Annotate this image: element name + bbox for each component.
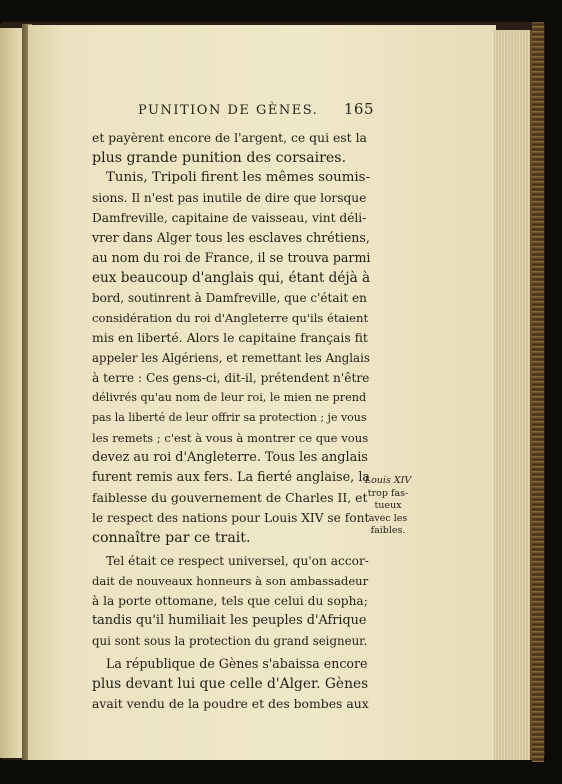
text-line: dait de nouveaux honneurs à son ambassadeur xyxy=(92,574,369,588)
text-line: tandis qu'il humiliait les peuples d'Afrique xyxy=(92,613,367,628)
text-line: qui sont sous la protection du grand seigneur. xyxy=(92,634,368,648)
text-line: au nom du roi de France, il se trouva parmi xyxy=(92,250,371,265)
body-text xyxy=(92,128,370,714)
text-line: et payèrent encore de l'argent, ce qui est la xyxy=(92,130,367,145)
text-line: avait vendu de la poudre et des bombes aux xyxy=(92,696,369,711)
margin-note-line: tueux xyxy=(374,500,402,512)
page-number: 165 xyxy=(343,100,374,118)
text-line: les remets ; c'est à vous à montrer ce que vous xyxy=(92,431,369,445)
margin-note-line: trop fas- xyxy=(367,487,409,499)
text-line: Tel était ce respect universel, qu'on accor- xyxy=(106,554,369,568)
text-line: eux beaucoup d'anglais qui, étant déjà à xyxy=(92,270,371,286)
page-edges xyxy=(494,30,536,760)
text-line: Tunis, Tripoli firent les mêmes soumis- xyxy=(106,170,371,185)
text-line: délivrés qu'au nom de leur roi, le mien ne prend xyxy=(92,391,367,404)
text-line: pas la liberté de leur offrir sa protection ; je vous xyxy=(92,411,367,424)
text-line: Damfreville, capitaine de vaisseau, vint déli- xyxy=(92,211,367,225)
text-line: considération du roi d'Angleterre qu'ils étaient xyxy=(92,311,369,325)
running-title: PUNITION DE GÈNES. xyxy=(138,103,319,118)
text-line: faiblesse du gouvernement de Charles II, et xyxy=(92,490,368,505)
text-line: La république de Gènes s'abaissa encore xyxy=(106,656,368,671)
text-line: plus devant lui que celle d'Alger. Gènes xyxy=(92,676,369,692)
margin-note xyxy=(360,475,416,538)
text-line: sions. Il n'est pas inutile de dire que lorsque xyxy=(92,191,367,205)
text-line: bord, soutinrent à Damfreville, que c'était en xyxy=(92,291,367,305)
text-line: furent remis aux fers. La fierté anglaise, la xyxy=(92,470,371,485)
text-line: mis en liberté. Alors le capitaine français fit xyxy=(92,330,368,345)
margin-note-line: faibles. xyxy=(370,525,406,537)
margin-note-line: Louis XIV xyxy=(364,475,412,486)
text-line: le respect des nations pour Louis XIV se font xyxy=(92,511,370,525)
text-line: devez au roi d'Angleterre. Tous les anglais xyxy=(92,450,368,465)
text-line: appeler les Algériens, et remettant les Anglais xyxy=(92,351,370,365)
text-line: plus grande punition des corsaires. xyxy=(92,150,347,166)
text-line: connaître par ce trait. xyxy=(92,530,251,546)
margin-note-line: avec les xyxy=(368,512,408,524)
text-line: à terre : Ces gens-ci, dit-il, prétendent n'être xyxy=(92,371,370,385)
book-spine xyxy=(532,22,544,762)
text-line: vrer dans Alger tous les esclaves chrétiens, xyxy=(92,230,370,245)
running-header xyxy=(138,100,374,120)
text-line: à la porte ottomane, tels que celui du sopha; xyxy=(92,594,368,608)
